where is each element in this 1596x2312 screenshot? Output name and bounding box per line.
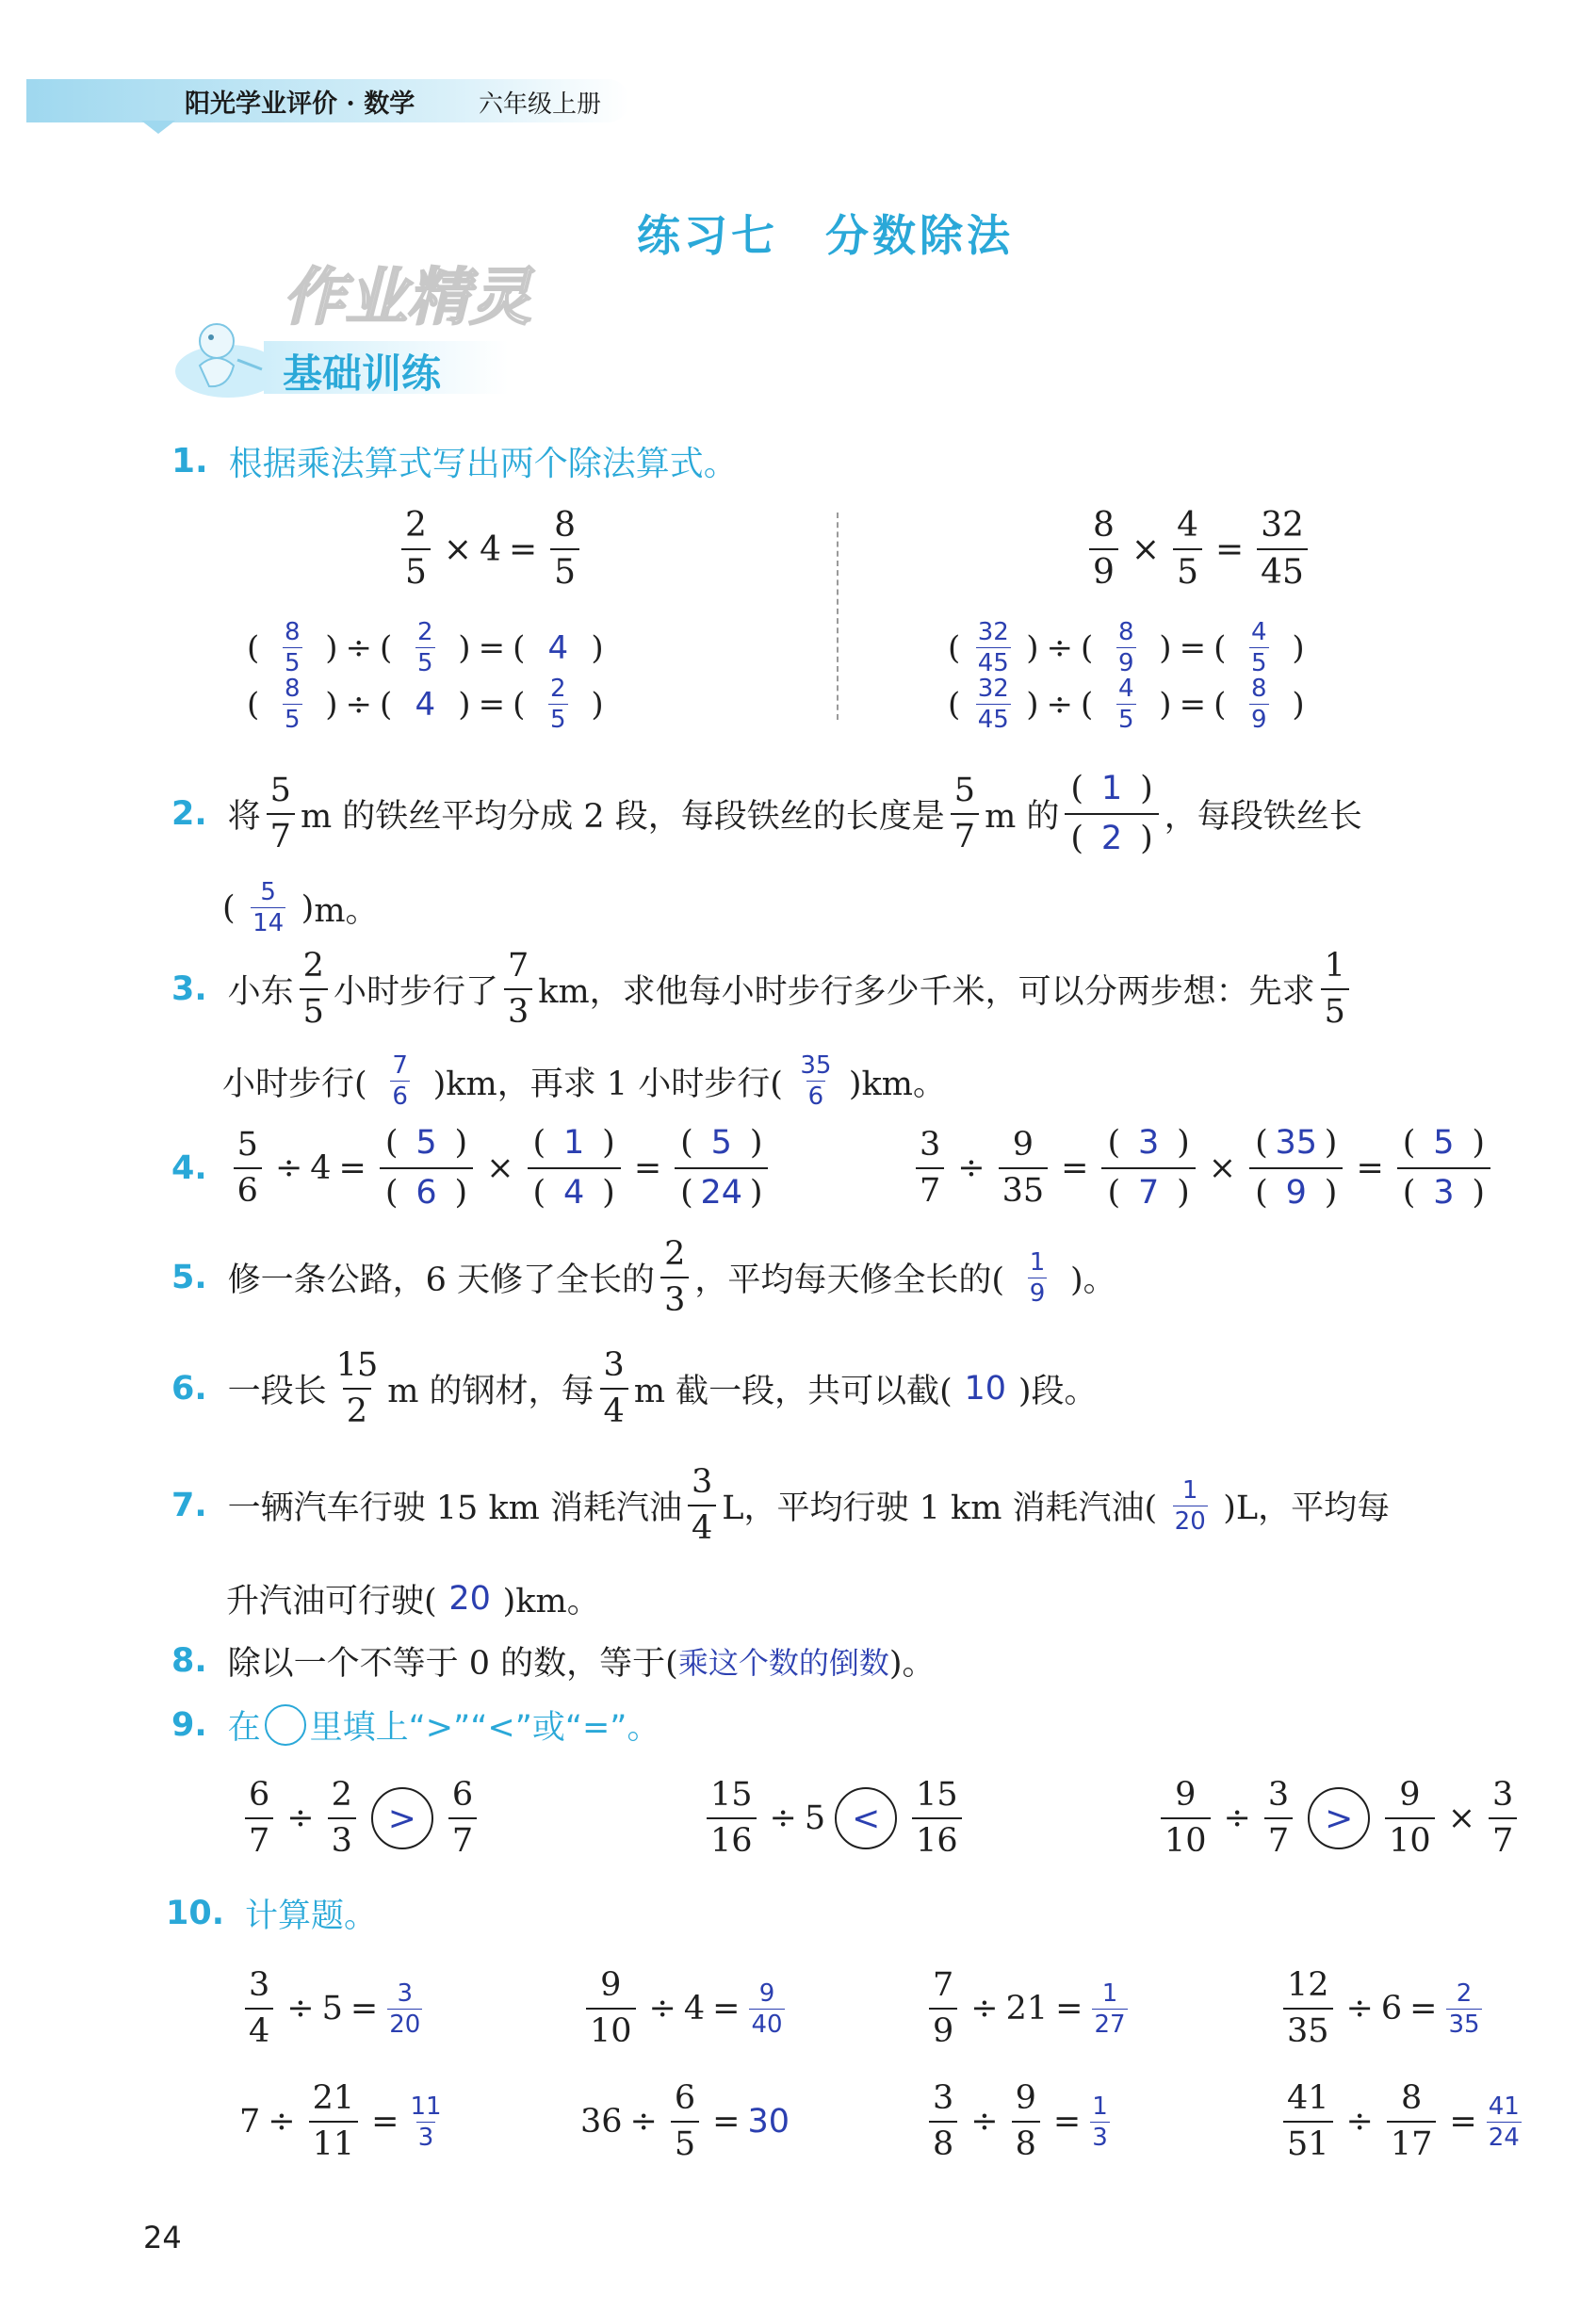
q4-right: $\frac{3}{7}$ ÷ $\frac{9}{35}$ = $\frac{( 3 )}{( 7 )}$ × $\frac{( 35 )}{( 9 )}$ = $\frac{( 5 )}{( 3 )}$ [910,1127,1496,1210]
q3-line1: 3. 小东 $\frac{2}{5}$ 小时步行了 $\frac{7}{3}$ km，求他每小时步行多少千米，可以分两步想：先求 $\frac{1}{5}$ [171,950,1355,1029]
compare-circle[interactable]: < [835,1787,897,1849]
q2-answer-fraction[interactable]: $\frac{( 1 )}{( 2 )}$ [1065,773,1158,855]
circle-icon [265,1704,306,1746]
q10-r2-3: $\frac{3}{8}$ ÷ $\frac{9}{8}$ = $\frac{1}{3}$ [923,2082,1112,2161]
q7-line2: 升汽油可行驶( 20 )km。 [226,1580,600,1620]
q5: 5. 修一条公路，6 天修了全长的 $\frac{2}{3}$ ，平均每天修全长的( $\frac{1}{9}$ )。 [171,1235,1116,1319]
q9-item-3: $\frac{9}{10}$ ÷ $\frac{3}{7}$ > $\frac{9}{10}$ × $\frac{3}{7}$ [1155,1779,1523,1858]
q9-item-2: $\frac{15}{16}$ ÷ 5 < $\frac{15}{16}$ [701,1779,968,1858]
header-series: 阳光学业评价 · 数学 [185,90,415,119]
q10-r1-3: $\frac{7}{9}$ ÷ 21 = $\frac{1}{27}$ [923,1969,1130,2048]
q3-line2: 小时步行( $\frac{7}{6}$ )km，再求 1 小时步行( $\frac{35}{6}$ )km。 [222,1051,946,1111]
page-title: 练习七 分数除法 [637,210,1014,261]
section-title: 基础训练 [283,350,442,397]
q8: 8. 除以一个不等于 0 的数，等于( 乘这个数的倒数 )。 [171,1642,936,1683]
q10-r1-2: $\frac{9}{10}$ ÷ 4 = $\frac{9}{40}$ [580,1969,787,2048]
q10-r2-4: $\frac{41}{51}$ ÷ $\frac{8}{17}$ = $\frac{41}{24}$ [1278,2082,1523,2161]
q6: 6. 一段长 $\frac{15}{2}$ m 的钢材，每 $\frac{3}{4}$ m 截一段，共可以截( 10 )段。 [171,1346,1098,1430]
q1-divider [837,513,839,720]
q10-r2-2: 36 ÷ $\frac{6}{5}$ = 30 [580,2079,790,2163]
q9-prompt: 9. 在 里填上“>”“<”或“=”。 [171,1706,660,1747]
watermark: 作业精灵 [283,261,531,334]
q2-line1: 2. 将 $\frac{5}{7}$ m 的铁丝平均分成 2 段，每段铁丝的长度是 $\frac{5}{7}$ m 的 $\frac{( 1 )}{( 2 )}$ ，每段铁丝长 [171,770,1362,857]
page-number: 24 [143,2220,182,2255]
q1-prompt: 1. 根据乘法算式写出两个除法算式。 [171,442,738,483]
q1-left-equation: $\frac{2}{5}$ × 4 = $\frac{8}{5}$ [396,509,585,590]
compare-circle[interactable]: > [371,1787,433,1849]
q1-right-row2: ( $\frac{32}{45}$ ) ÷ ( $\frac{4}{5}$ ) = ( $\frac{8}{9}$ ) [948,675,1305,734]
q4-left: 4. $\frac{5}{6}$ ÷ 4 = $\frac{( 5 )}{( 6 )}$ × $\frac{( 1 )}{( 4 )}$ = $\frac{( 5 )}{( 24 )}$ [171,1127,774,1210]
q1-right-row1: ( $\frac{32}{45}$ ) ÷ ( $\frac{8}{9}$ ) = ( $\frac{4}{5}$ ) [948,618,1305,677]
q1-left-row1: ( $\frac{8}{5}$ ) ÷ ( $\frac{2}{5}$ ) = ( 4 ) [247,618,604,677]
q10-r1-1: $\frac{3}{4}$ ÷ 5 = $\frac{3}{20}$ [239,1969,424,2048]
q1-left-row2: ( $\frac{8}{5}$ ) ÷ ( 4 ) = ( $\frac{2}{5}$ ) [247,675,604,734]
q10-prompt: 10. 计算题。 [166,1895,378,1935]
q10-r2-1: 7 ÷ $\frac{21}{11}$ = $\frac{11}{3}$ [239,2079,442,2163]
q10-r1-4: $\frac{12}{35}$ ÷ 6 = $\frac{2}{35}$ [1278,1969,1484,2048]
header-arrow [141,121,175,134]
q2-line2: ( $\frac{5}{14}$ ) m。 [222,878,379,937]
q9-item-1: $\frac{6}{7}$ ÷ $\frac{2}{3}$ > $\frac{6}{7}$ [239,1779,482,1858]
q1-right-equation: $\frac{8}{9}$ × $\frac{4}{5}$ = $\frac{32}{45}$ [1083,509,1313,590]
q7-line1: 7. 一辆汽车行驶 15 km 消耗汽油 $\frac{3}{4}$ L，平均行驶 1 km 消耗汽油( $\frac{1}{20}$ )L，平均每 [171,1463,1391,1547]
header-grade: 六年级上册 [479,90,602,119]
compare-circle[interactable]: > [1308,1787,1370,1849]
